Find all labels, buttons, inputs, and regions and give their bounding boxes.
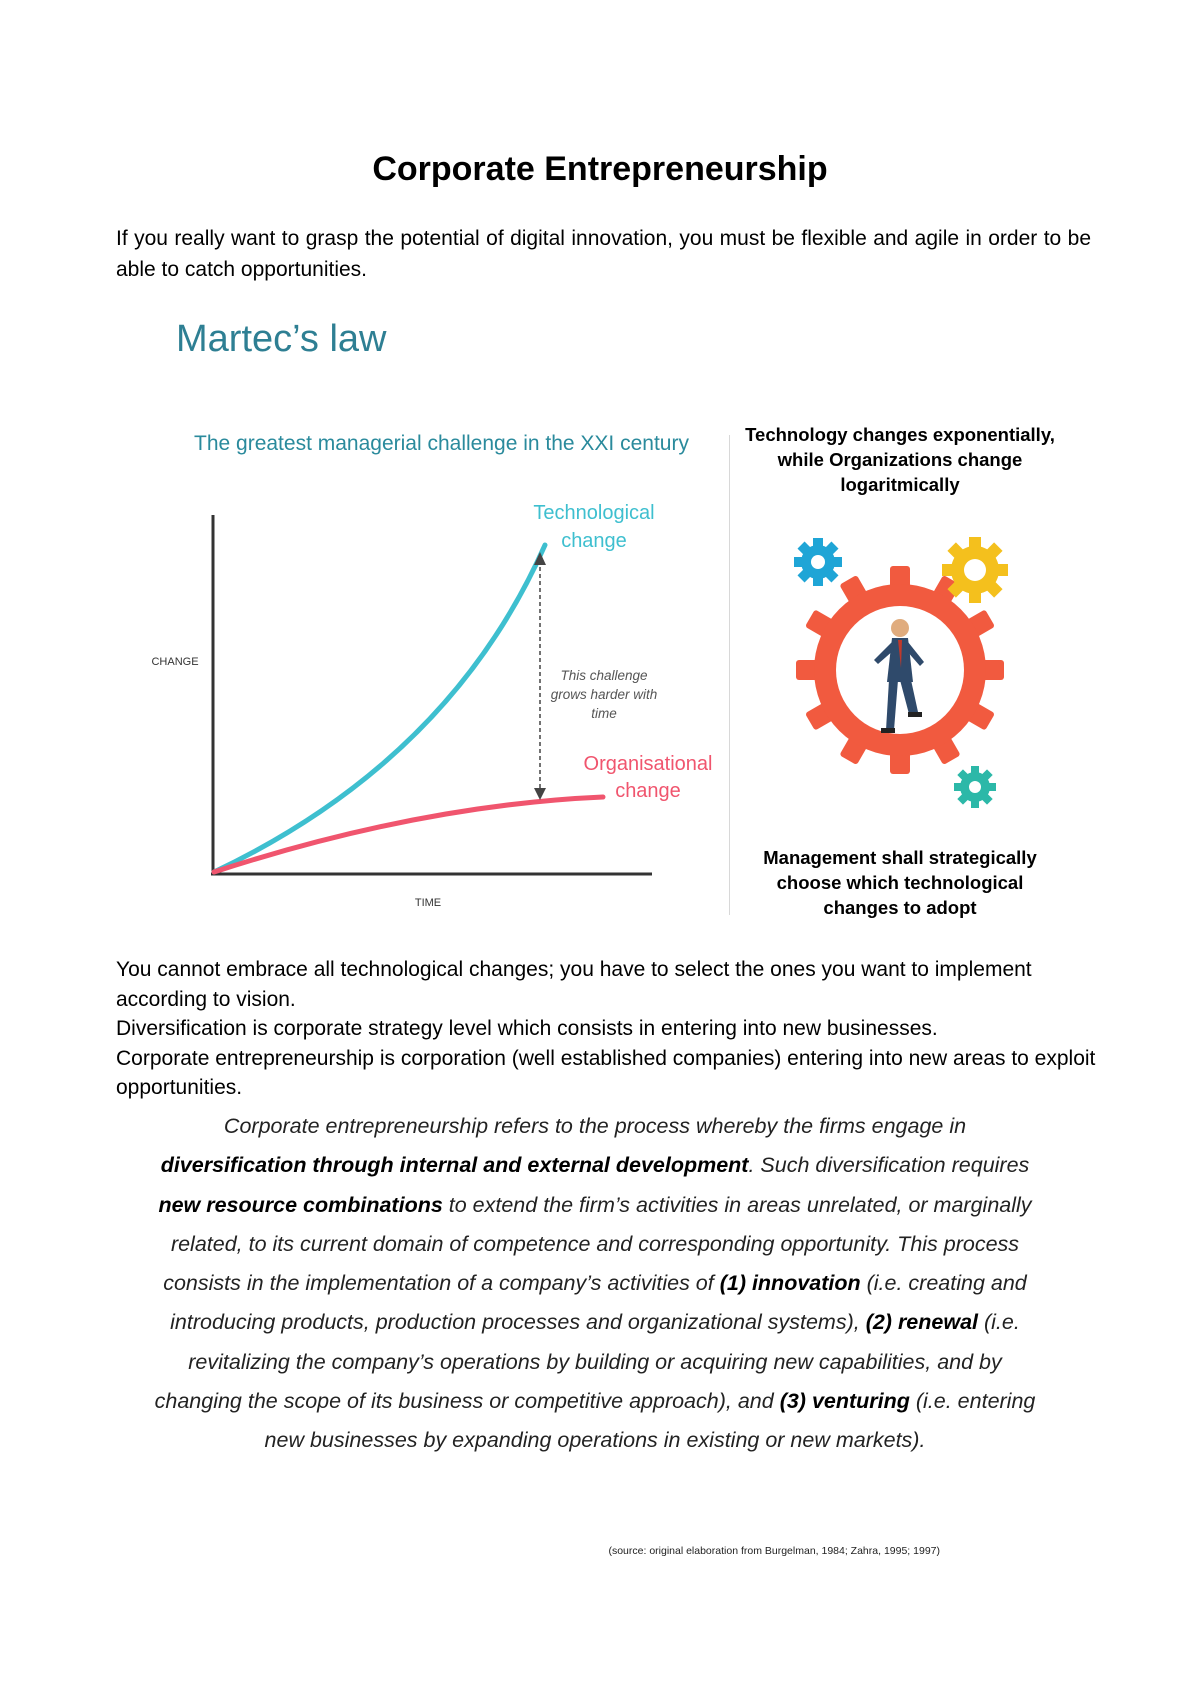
org-change-label: Organisational [583, 753, 713, 775]
body-text [116, 955, 1096, 1103]
quote-text: (i.e. creating and introducing products, production processes and organizational systems), [170, 1271, 1027, 1335]
right-caption-bottom [735, 845, 1065, 920]
quote-emphasis: (3) venturing [779, 1389, 910, 1414]
quote-emphasis: new resource combinations [158, 1192, 443, 1217]
blue-gear-icon [794, 538, 842, 586]
x-axis-label: TIME [414, 897, 442, 909]
quote-emphasis: (1) innovation [719, 1271, 861, 1296]
arrow-head-top [534, 552, 546, 565]
tech-change-label: change [561, 530, 627, 552]
organisational-change-line [214, 797, 603, 872]
caption-line: Management shall strategically [763, 847, 1037, 868]
annotation-text: This challenge [560, 668, 648, 683]
tech-change-label: Technological [533, 502, 655, 524]
body-paragraph: You cannot embrace all technological changes; you have to select the ones you want to implement according to vision. [116, 958, 1032, 1011]
caption-line: logaritmically [840, 474, 960, 495]
quote-text: . Such diversification requires [748, 1153, 1030, 1178]
quote-text: (i.e. entering new businesses by expanding operations in existing or new markets). [264, 1389, 1036, 1453]
chart-subtitle: The greatest managerial challenge in the XXI century [194, 432, 689, 455]
annotation-text: time [591, 706, 617, 721]
caption-line: choose which technological [776, 872, 1024, 893]
arrow-head-bottom [534, 788, 546, 800]
caption-line: changes to adopt [823, 897, 977, 918]
right-caption-top [735, 422, 1065, 497]
intro-paragraph: If you really want to grasp the potential of digital innovation, you must be flexible and agile in order to be able to catch opportunities. [116, 227, 1091, 281]
quote-text: to extend the firm’s activities in areas unrelated, or marginally related, to its current domain of competence and corresponding opportunity. This process consists in the implementation of a company’s activities of [163, 1192, 1032, 1296]
y-axis-label: CHANGE [151, 656, 199, 668]
technological-change-line [214, 545, 545, 872]
page-title: Corporate Entrepreneurship [372, 150, 828, 188]
source-citation: (source: original elaboration from Burgelman, 1984; Zahra, 1995; 1997) [608, 1545, 940, 1557]
caption-line: while Organizations change [777, 449, 1023, 470]
gears-illustration [775, 525, 1015, 825]
body-paragraph: Corporate entrepreneurship is corporation (well established companies) entering into new areas to exploit opportunities. [116, 1046, 1096, 1099]
green-gear-icon [954, 766, 996, 808]
annotation-text: grows harder with [550, 687, 658, 702]
caption-line: Technology changes exponentially, [745, 424, 1055, 445]
martec-chart [0, 0, 730, 920]
org-change-label: change [615, 780, 681, 802]
figure-divider [729, 435, 730, 915]
quote-text: Corporate entrepreneurship refers to the process whereby the firms engage in [223, 1114, 967, 1138]
definition-quote [150, 1107, 1040, 1461]
quote-emphasis: (2) renewal [865, 1310, 979, 1335]
quote-text: (i.e. revitalizing the company’s operations by building or acquiring new capabilities, and by changing the scope of its business or competitive approach), and [154, 1310, 1020, 1414]
yellow-gear-icon [942, 537, 1008, 603]
body-paragraph: Diversification is corporate strategy level which consists in entering into new businesses. [116, 1017, 938, 1040]
figure-title: Martec’s law [176, 318, 387, 360]
quote-emphasis: diversification through internal and external development [160, 1153, 749, 1178]
